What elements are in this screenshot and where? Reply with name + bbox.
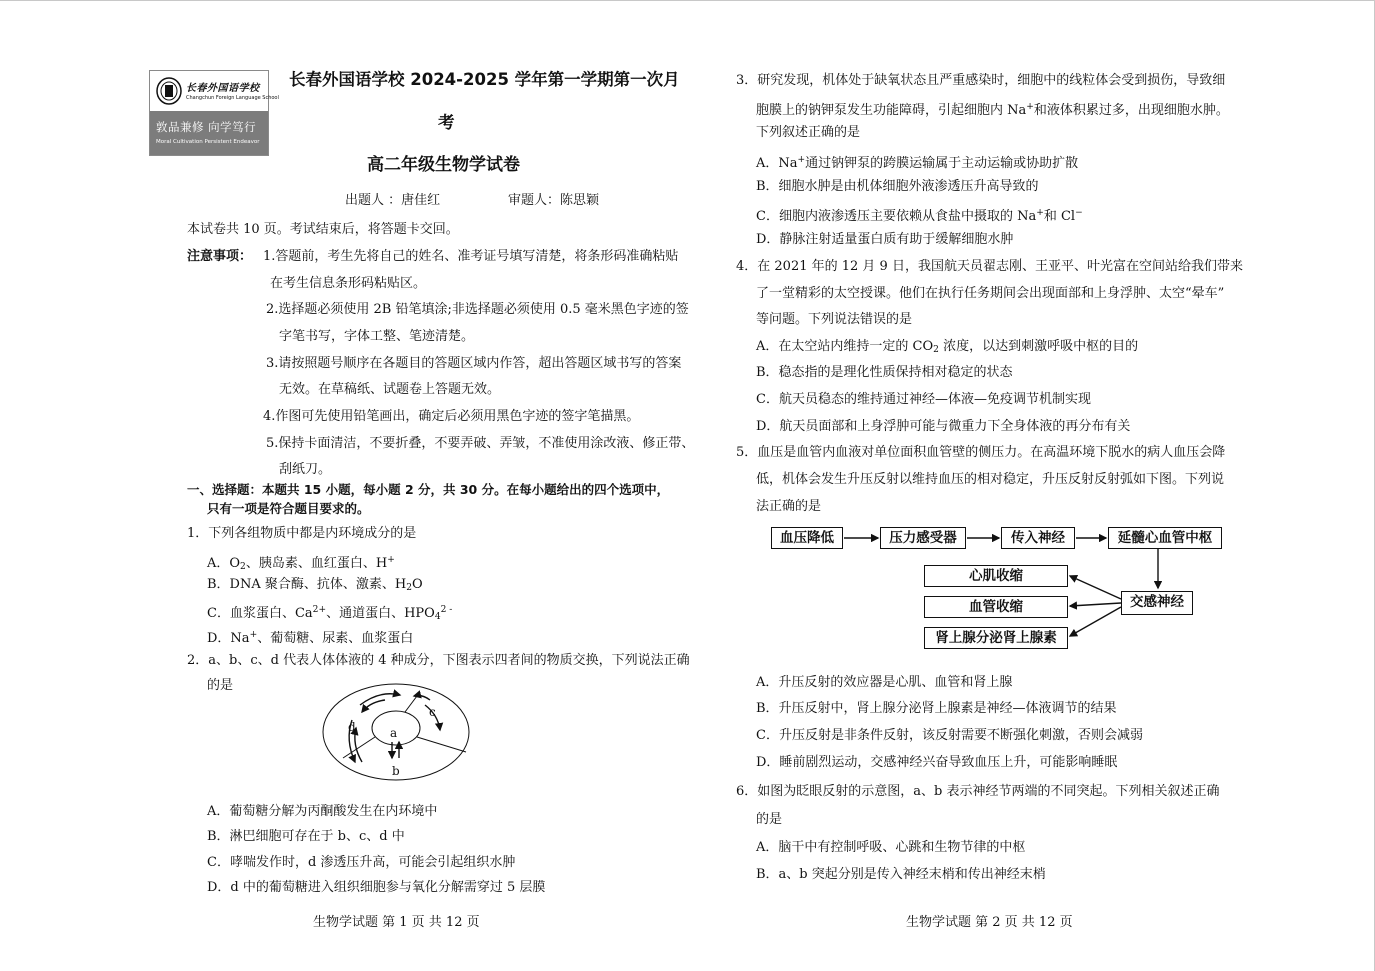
divider-line <box>417 737 466 752</box>
q4-option-c: C．航天员稳态的维持通过神经—体液—免疫调节机制实现 <box>756 392 1091 407</box>
diagram-label-d: d <box>348 720 356 734</box>
note-line: 3.请按照题号顺序在各题目的答题区域内作答，超出答题区域书写的答案 <box>266 356 682 371</box>
node-vessel-contraction: 血管收缩 <box>924 596 1068 618</box>
q1-option-b: B．DNA 聚合酶、抗体、激素、$H_2O$ <box>207 577 423 593</box>
q6-option-b: B．a、b 突起分别是传入神经末梢和传出神经末梢 <box>756 867 1046 882</box>
exchange-arrow <box>360 694 400 705</box>
diagram-label-a: a <box>390 726 398 740</box>
q2-option-b: B．淋巴细胞可存在于 b、c、d 中 <box>207 829 405 844</box>
diagram-label-c: c <box>429 705 436 719</box>
node-heart-contraction: 心肌收缩 <box>924 565 1068 587</box>
exam-intro: 本试卷共 10 页。考试结束后，将答题卡交回。 <box>187 222 459 237</box>
note-line: 4.作图可先使用铅笔画出，确定后必须用黑色字迹的签字笔描黑。 <box>263 409 640 424</box>
note-line: 在考生信息条形码粘贴区。 <box>270 276 427 291</box>
q4-option-d: D．航天员面部和上身浮肿可能与微重力下全身体液的再分布有关 <box>756 419 1131 434</box>
note-line: 字笔书写，字体工整、笔迹清楚。 <box>279 329 475 344</box>
q2-option-d: D．d 中的葡萄糖进入组织细胞参与氧化分解需穿过 5 层膜 <box>207 880 546 895</box>
note-line: 刮纸刀。 <box>279 462 332 477</box>
q5-option-a: A．升压反射的效应器是心肌、血管和肾上腺 <box>756 675 1013 690</box>
q5-stem-line1: 5．血压是血管内血液对单位面积血管壁的侧压力。在高温环境下脱水的病人血压会降 <box>736 445 1226 460</box>
q4-option-b: B．稳态指的是理化性质保持相对稳定的状态 <box>756 365 1013 380</box>
q6-stem-line2: 的是 <box>756 812 783 827</box>
q5-stem-line2: 低，机体会发生升压反射以维持血压的相对稳定，升压反射反射弧如下图。下列说 <box>756 472 1225 487</box>
q3-stem-line3: 下列叙述正确的是 <box>756 125 861 140</box>
flow-arrow <box>1070 576 1121 599</box>
q5-stem-line3: 法正确的是 <box>756 499 822 514</box>
q6-option-a: A．脑干中有控制呼吸、心跳和生物节律的中枢 <box>756 840 1026 855</box>
note-line: 1.答题前，考生先将自己的姓名、准考证号填写清楚，将条形码准确粘贴 <box>263 249 679 264</box>
exam-title-line1: 长春外国语学校 2024-2025 学年第一学期第一次月 <box>289 70 680 89</box>
q3-option-a: A．Na+通过钠钾泵的跨膜运输属于主动运输或协助扩散 <box>756 155 1079 171</box>
q1-stem: 1．下列各组物质中都是内环境成分的是 <box>187 526 417 541</box>
node-afferent-nerve: 传入神经 <box>1001 527 1075 549</box>
q4-stem-line2: 了一堂精彩的太空授课。他们在执行任务期间会出现面部和上身浮肿、太空“晕车” <box>756 286 1225 301</box>
node-baroreceptor: 压力感受器 <box>880 527 966 549</box>
notes-label: 注意事项： <box>187 249 253 264</box>
q1-option-c: C．血浆蛋白、$Ca^{2+}$、通道蛋白、$HPO_4^{2 -}$ <box>207 605 453 622</box>
q4-stem-line1: 4．在 2021 年的 12 月 9 日，我国航天员翟志刚、王亚平、叶光富在空间站给我们带来 <box>736 259 1243 274</box>
q5-option-b: B．升压反射中，肾上腺分泌肾上腺素是神经—体液调节的结果 <box>756 701 1117 716</box>
logo-motto: 敦品兼修 向学笃行 <box>156 120 257 134</box>
logo-school-name: 长春外国语学校 <box>186 83 260 94</box>
exam-title-line2: 考 <box>438 113 455 132</box>
q3-stem-line1: 3．研究发现，机体处于缺氧状态且严重感染时，细胞中的线粒体会受到损伤，导致细 <box>736 73 1226 88</box>
footer-page-1: 生物学试题 第 1 页 共 12 页 <box>313 915 480 930</box>
node-sympathetic-nerve: 交感神经 <box>1121 591 1193 615</box>
flow-arrow <box>1070 607 1121 636</box>
q4-option-a: A．在太空站内维持一定的 $CO_2$ 浓度，以达到刺激呼吸中枢的目的 <box>756 339 1139 355</box>
section-heading-line1: 一、选择题：本题共 15 小题，每小题 2 分，共 30 分。在每小题给出的四个选项中， <box>187 482 670 497</box>
q3-option-c: C．细胞内液渗透压主要依赖从食盐中摄取的 Na+和 Cl− <box>756 208 1083 224</box>
q2-option-a: A．葡萄糖分解为丙酮酸发生在内环境中 <box>207 804 438 819</box>
q1-option-d: D．Na+、葡萄糖、尿素、血浆蛋白 <box>207 630 414 646</box>
node-adrenal-secretion: 肾上腺分泌肾上腺素 <box>924 627 1068 649</box>
exam-subtitle: 高二年级生物学试卷 <box>367 155 520 175</box>
exchange-arrow <box>414 696 430 701</box>
diagram-label-b: b <box>392 764 400 778</box>
q2-stem-line1: 2．a、b、c、d 代表人体体液的 4 种成分，下图表示四者间的物质交换，下列说法正确 <box>187 653 690 668</box>
logo-school-name-en: Changchun Foreign Language School <box>186 95 279 101</box>
q5-option-d: D．睡前剧烈运动，交感神经兴奋导致血压上升，可能影响睡眠 <box>756 755 1118 770</box>
note-line: 5.保持卡面清洁，不要折叠，不要弄破、弄皱，不准使用涂改液、修正带、 <box>266 436 695 451</box>
logo-motto-en: Moral Cultivation Persistent Endeavor <box>156 139 260 145</box>
node-bp-drop: 血压降低 <box>771 527 843 549</box>
q5-option-c: C．升压反射是非条件反射，该反射需要不断强化刺激，否则会减弱 <box>756 728 1143 743</box>
footer-page-2: 生物学试题 第 2 页 共 12 页 <box>906 915 1073 930</box>
q3-option-d: D．静脉注射适量蛋白质有助于缓解细胞水肿 <box>756 232 1014 247</box>
flow-arrow <box>1070 603 1121 606</box>
q4-stem-line3: 等问题。下列说法错误的是 <box>756 312 913 327</box>
q1-option-a: A．$O_2$、胰岛素、血红蛋白、H+ <box>207 555 395 572</box>
q3-stem-line2: 胞膜上的钠钾泵发生功能障碍，引起细胞内 Na+和液体积累过多，出现细胞水肿。 <box>756 102 1229 118</box>
q6-stem-line1: 6．如图为眨眼反射的示意图，a、b 表示神经节两端的不同突起。下列相关叙述正确 <box>736 784 1220 799</box>
node-medulla-center: 延髓心血管中枢 <box>1108 527 1222 549</box>
q3-option-b: B．细胞水肿是由机体细胞外液渗透压升高导致的 <box>756 179 1039 194</box>
q2-option-c: C．哮喘发作时，d 渗透压升高，可能会引起组织水肿 <box>207 855 516 870</box>
q2-stem-line2: 的是 <box>207 678 234 693</box>
section-heading-line2: 只有一项是符合题目要求的。 <box>207 501 370 516</box>
exam-reviewer: 审题人：陈思颖 <box>508 193 600 208</box>
exam-author: 出题人 ：唐佳红 <box>345 193 441 208</box>
note-line: 无效。在草稿纸、试题卷上答题无效。 <box>279 382 501 397</box>
note-line: 2.选择题必须使用 2B 铅笔填涂;非选择题必须使用 0.5 毫米黑色字迹的签 <box>266 302 689 317</box>
